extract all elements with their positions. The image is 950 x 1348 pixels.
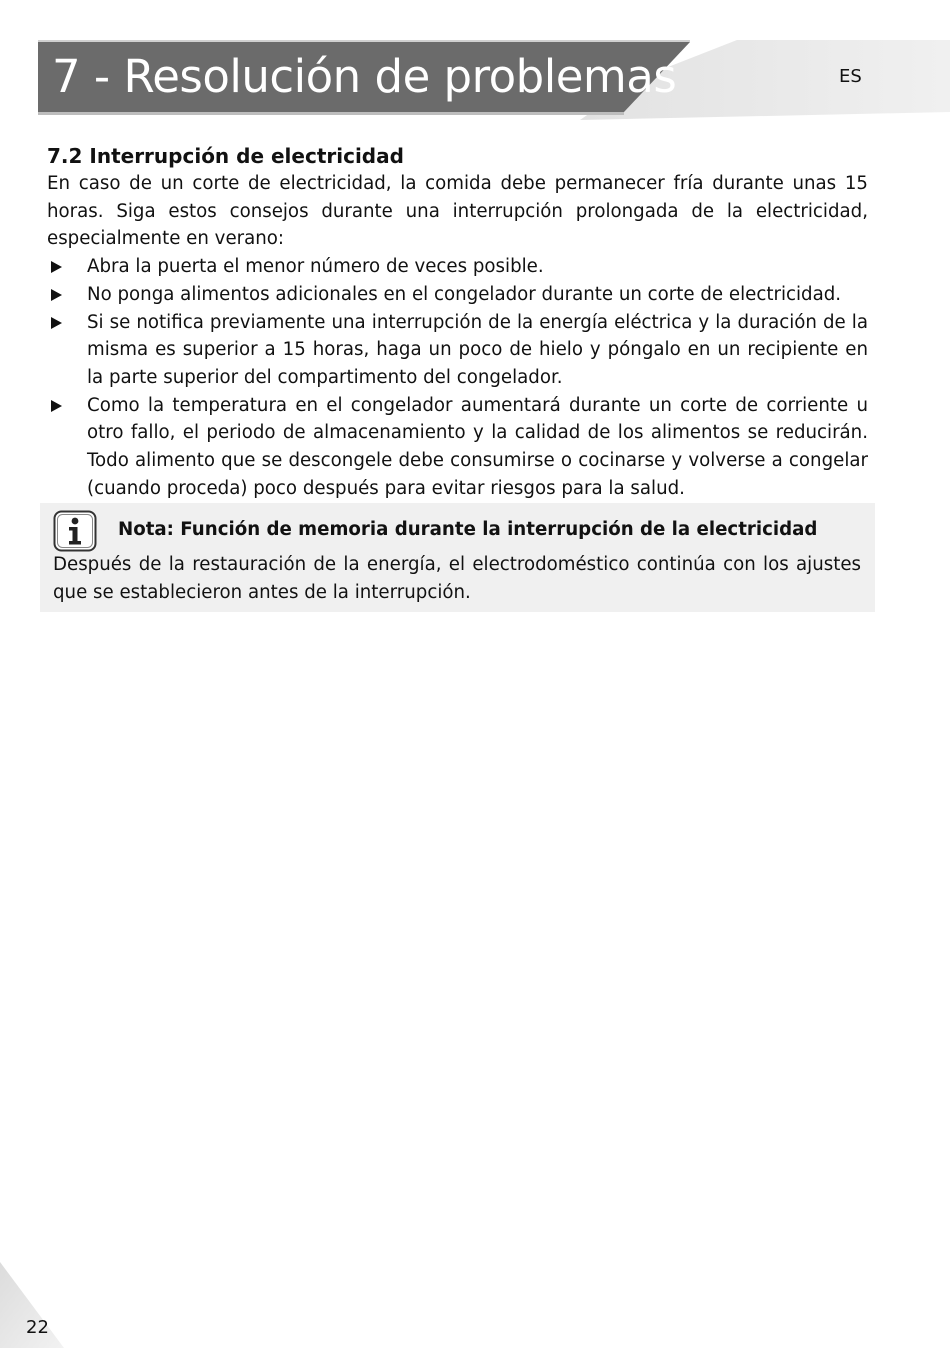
info-icon (53, 510, 97, 552)
note-box (40, 503, 875, 612)
list-item (47, 253, 868, 281)
triangle-right-icon (51, 317, 62, 329)
section-heading: 7.2 Interrupción de electricidad (47, 144, 404, 168)
list-item (47, 281, 868, 309)
list-item-text: Como la temperatura en el congelador aumentará durante un corte de corriente u otro fallo, el periodo de almacenamiento y la calidad de los alimentos se reducirán. Todo alimento que se descongele debe consumirse o cocinarse y volverse a congelar (cuando proceda) poco después para evitar riesgos para la salud. (87, 394, 868, 499)
page-number: 22 (26, 1317, 49, 1338)
list-item-text: No ponga alimentos adicionales en el congelador durante un corte de electricidad. (87, 283, 842, 305)
intro-paragraph: En caso de un corte de electricidad, la comida debe permanecer fría durante unas 15 horas. Siga estos consejos durante una interrupción prolongada de la electricidad, especialmente en verano: (47, 173, 868, 250)
triangle-right-icon (51, 261, 62, 273)
tips-list (47, 253, 868, 502)
note-title: Nota: Función de memoria durante la interrupción de la electricidad (118, 519, 818, 540)
triangle-right-icon (51, 289, 62, 301)
chapter-title: 7 - Resolución de problemas (52, 50, 677, 103)
list-item (47, 392, 868, 503)
list-item (47, 309, 868, 392)
triangle-right-icon (51, 400, 62, 412)
note-text: Después de la restauración de la energía, el electrodoméstico continúa con los ajustes que se establecieron antes de la interrupción. (53, 554, 861, 603)
list-item-text: Abra la puerta el menor número de veces posible. (87, 256, 544, 278)
language-code: ES (839, 66, 862, 87)
list-item-text: Si se notifica previamente una interrupción de la energía eléctrica y la duración de la misma es superior a 15 horas, haga un poco de hielo y póngalo en un recipiente en la parte superior del compartimento del congelador. (87, 311, 868, 388)
main-content (47, 142, 868, 502)
